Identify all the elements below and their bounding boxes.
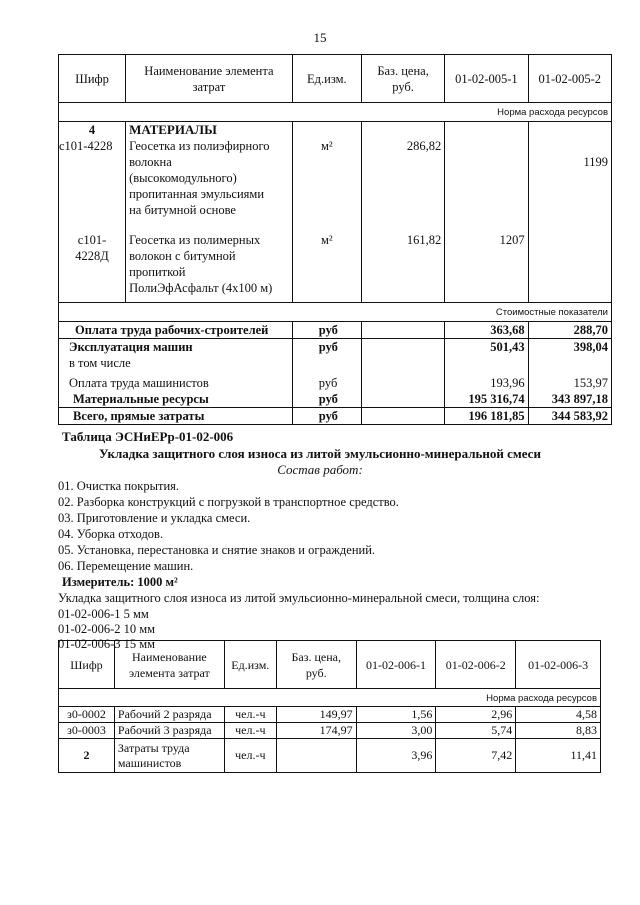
value-cell: 1,56 — [356, 707, 436, 723]
header-cell: Шифр — [59, 55, 126, 103]
value-cell: 3,96 — [356, 739, 436, 773]
table-header-row — [59, 55, 612, 103]
value-cell: 1207 — [445, 218, 528, 303]
variant-line: 01-02-006-1 5 мм — [58, 607, 149, 621]
name-line: Затраты труда — [117, 740, 190, 755]
variant-line: 01-02-006-2 10 мм — [58, 622, 156, 636]
cost-name: Оплата труда рабочих-строителей — [59, 322, 293, 339]
cost-name: Материальные ресурсы — [59, 391, 293, 408]
unit-cell: м² — [292, 218, 361, 303]
name-line: Геосетка из полимерных — [129, 233, 261, 247]
resource-table-006 — [58, 640, 601, 773]
value-text: 1199 — [583, 155, 608, 169]
norm-label: Норма расхода ресурсов — [59, 103, 612, 122]
table-row — [59, 739, 601, 773]
cost-row — [59, 391, 612, 408]
header-cell: Ед.изм. — [292, 55, 361, 103]
name-line: волокон с битумной — [129, 249, 236, 263]
work-step: 05. Установка, перестановка и снятие знаков и ограждений. — [58, 543, 376, 557]
cost-row — [59, 355, 612, 371]
value-cell: 8,83 — [516, 723, 601, 739]
work-step: 02. Разборка конструкций с погрузкой в транспортное средство. — [58, 495, 399, 509]
header-cell: 01-02-005-2 — [528, 55, 611, 103]
table-row — [59, 218, 612, 303]
price-cell — [276, 739, 356, 773]
price-cell: 286,82 — [361, 138, 444, 218]
code-cell: з0-0002 — [59, 707, 115, 723]
value-cell — [528, 218, 611, 303]
name-cell — [126, 218, 293, 303]
cost-name: Всего, прямые затраты — [59, 408, 293, 425]
cost-row — [59, 322, 612, 339]
table-row — [59, 723, 601, 739]
cost-row — [59, 408, 612, 425]
code-line: с101- — [77, 233, 107, 247]
unit-cell: чел.-ч — [224, 723, 276, 739]
cost-value: 153,97 — [528, 371, 611, 391]
code-cell: з0-0003 — [59, 723, 115, 739]
work-step: 06. Перемещение машин. — [58, 559, 194, 573]
value-cell — [528, 138, 611, 218]
header-cell: Баз. цена, руб. — [276, 641, 356, 689]
name-line: (высокомодульного) — [129, 171, 237, 185]
code-line: 4228Д — [75, 249, 109, 263]
table-title: Таблица ЭСНиЕРр-01-02-006 — [62, 429, 234, 444]
cost-value: 196 181,85 — [445, 408, 528, 425]
header-cell: 01-02-005-1 — [445, 55, 528, 103]
cost-unit: руб — [292, 371, 361, 391]
norm-label: Норма расхода ресурсов — [59, 689, 601, 707]
header-cell: Наименование элемента затрат — [126, 55, 293, 103]
value-cell: 3,00 — [356, 723, 436, 739]
cost-name: Эксплуатация машин — [59, 339, 293, 356]
cost-name: в том числе — [59, 355, 293, 371]
unit-cell: м² — [292, 138, 361, 218]
variant-line: 01-02-006-3 15 мм — [58, 637, 156, 651]
price-cell: 149,97 — [276, 707, 356, 723]
cost-label: Стоимостные показатели — [59, 303, 612, 322]
cost-unit: руб — [292, 408, 361, 425]
name-cell — [126, 138, 293, 218]
value-cell: 5,74 — [436, 723, 516, 739]
table-row — [59, 122, 612, 139]
section-number: 4 — [59, 122, 126, 139]
name-line: пропитанная эмульсиями — [129, 187, 265, 201]
value-cell — [445, 138, 528, 218]
cost-value: 363,68 — [445, 322, 528, 339]
value-cell: 2,96 — [436, 707, 516, 723]
header-cell: 01-02-006-2 — [436, 641, 516, 689]
cost-value: 398,04 — [528, 339, 611, 356]
cost-row — [59, 371, 612, 391]
name-cell — [114, 739, 224, 773]
table-row — [59, 707, 601, 723]
header-cell: Ед.изм. — [224, 641, 276, 689]
table-header-row — [59, 641, 601, 689]
header-cell: Шифр — [59, 641, 115, 689]
header-cell: 01-02-006-3 — [516, 641, 601, 689]
name-line: волокна — [129, 155, 172, 169]
cost-unit: руб — [292, 391, 361, 408]
name-cell: Рабочий 3 разряда — [114, 723, 224, 739]
header-cell: Наименование элемента затрат — [114, 641, 224, 689]
unit-cell: чел.-ч — [224, 707, 276, 723]
work-step: 01. Очистка покрытия. — [58, 479, 180, 493]
name-line: на битумной основе — [129, 203, 236, 217]
value-cell: 11,41 — [516, 739, 601, 773]
cost-unit: руб — [292, 339, 361, 356]
cost-value: 193,96 — [445, 371, 528, 391]
price-cell: 161,82 — [361, 218, 444, 303]
cost-value: 288,70 — [528, 322, 611, 339]
cost-value: 344 583,92 — [528, 408, 611, 425]
work-step: 04. Уборка отходов. — [58, 527, 164, 541]
value-cell: 4,58 — [516, 707, 601, 723]
cost-value: 501,43 — [445, 339, 528, 356]
work-step: 03. Приготовление и укладка смеси. — [58, 511, 251, 525]
unit-cell: чел.-ч — [224, 739, 276, 773]
name-cell: Рабочий 2 разряда — [114, 707, 224, 723]
cost-value: 195 316,74 — [445, 391, 528, 408]
section-subtitle: Укладка защитного слоя износа из литой эмульсионно-минеральной смеси — [99, 446, 541, 461]
header-cell: 01-02-006-1 — [356, 641, 436, 689]
price-cell: 174,97 — [276, 723, 356, 739]
name-line: Геосетка из полиэфирного — [129, 139, 270, 153]
value-cell: 7,42 — [436, 739, 516, 773]
measure-unit: Измеритель: 1000 м² — [62, 575, 178, 589]
code-cell: 2 — [59, 739, 115, 773]
code-cell — [59, 138, 126, 218]
name-line: машинистов — [117, 755, 182, 770]
code-cell — [59, 218, 126, 303]
code-text: с101-4228 — [59, 139, 113, 153]
cost-name: Оплата труда машинистов — [59, 371, 293, 391]
header-cell: Баз. цена, руб. — [361, 55, 444, 103]
cost-row — [59, 339, 612, 356]
section-title: МАТЕРИАЛЫ — [126, 122, 293, 139]
page-number: 15 — [313, 30, 327, 45]
cost-unit: руб — [292, 322, 361, 339]
composition-label: Состав работ: — [277, 462, 363, 477]
resource-table-005 — [58, 54, 612, 425]
table-row — [59, 138, 612, 218]
name-line: пропиткой — [129, 265, 186, 279]
name-line: ПолиЭфАсфальт (4x100 м) — [129, 281, 273, 295]
cost-value: 343 897,18 — [528, 391, 611, 408]
work-description: Укладка защитного слоя износа из литой эмульсионно-минеральной смеси, толщина слоя: — [58, 591, 540, 605]
